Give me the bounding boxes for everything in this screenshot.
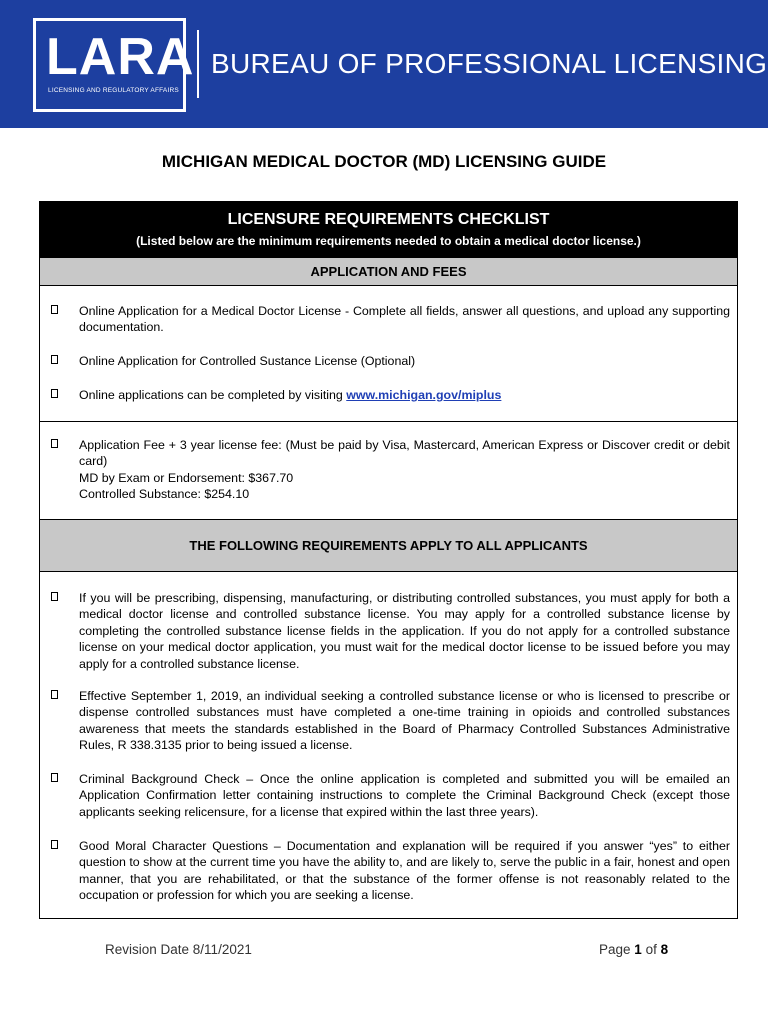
page-label: Page [599,942,631,957]
revision-date: Revision Date 8/11/2021 [105,942,252,957]
item-text [79,437,730,503]
lara-logo [33,18,195,112]
checklist-table [39,201,738,919]
page-number [599,942,668,957]
header-banner [0,0,768,128]
logo-word: LARA [46,28,195,86]
of-label: of [645,942,657,957]
item-text: Online Application for a Medical Doctor License - Complete all fields, answer all questions, and upload any supporting documentation. [79,304,730,335]
current-page: 1 [634,942,642,957]
item-text: Online Application for Controlled Sustance License (Optional) [79,354,416,368]
checkbox-icon [51,389,58,398]
item-text: Effective September 1, 2019, an individual seeking a controlled substance license or who is licensed to prescribe or dispense controlled substances must have completed a one-time training in opioids and controlled substances awareness that meets the standards established in the Board of Pharmacy Controlled Substances Administrative Rules, R 338.3135 prior to being issued a license. [79,689,730,753]
section-application-fees: APPLICATION AND FEES [40,257,737,286]
item-text: If you will be prescribing, dispensing, manufacturing, or distributing controlled substances, you must apply for both a medical doctor license and controlled substance license. You may apply for a controlled substance license by completing the controlled substance license fields in the application. If you do not apply for a controlled substance license on your medical doctor application, you must wait for the medical doctor license to be issued before you may apply for a controlled substance license. [79,591,730,671]
fee-description: Application Fee + 3 year license fee: (Must be paid by Visa, Mastercard, American Express or Discover credit or debit card) [79,438,730,469]
logo-subtitle: LICENSING AND REGULATORY AFFAIRS [48,87,179,94]
divider [40,421,737,422]
page-title: MICHIGAN MEDICAL DOCTOR (MD) LICENSING GUIDE [161,152,607,171]
banner-divider [197,30,199,98]
checkbox-icon [51,840,58,849]
checkbox-icon [51,690,58,699]
bureau-name: BUREAU OF PROFESSIONAL LICENSING [211,48,768,79]
item-text: Criminal Background Check – Once the online application is completed and submitted you will be emailed an Application Confirmation letter containing instructions to complete the Criminal Background Check (except those applicants seeking relicensure, for a license that expired within the last three years). [79,772,730,819]
fee-md: MD by Exam or Endorsement: $367.70 [79,470,294,485]
checkbox-icon [51,355,58,364]
checkbox-icon [51,773,58,782]
checkbox-icon [51,592,58,601]
checklist-heading: LICENSURE REQUIREMENTS CHECKLIST [227,211,550,228]
checklist-header [40,202,737,257]
checklist-subheading: (Listed below are the minimum requirements needed to obtain a medical doctor license.) [136,234,641,248]
checkbox-icon [51,439,58,448]
checkbox-icon [51,305,58,314]
item-text: Good Moral Character Questions – Documentation and explanation will be required if you answer “yes” to either question to show at the current time you have the ability to, and are likely to, serve the public in a fair, honest and open manner, that you are rehabilitated, or that the substance of the former offense is not reasonably related to the occupation or profession for which you are seeking a license. [79,839,730,903]
fee-controlled-substance: Controlled Substance: $254.10 [79,487,250,502]
item-text [79,387,730,403]
item-text-prefix: Online applications can be completed by visiting [79,388,347,402]
miplus-link[interactable]: www.michigan.gov/miplus [346,388,502,402]
section-all-applicants: THE FOLLOWING REQUIREMENTS APPLY TO ALL APPLICANTS [40,519,737,572]
total-pages: 8 [660,942,669,957]
